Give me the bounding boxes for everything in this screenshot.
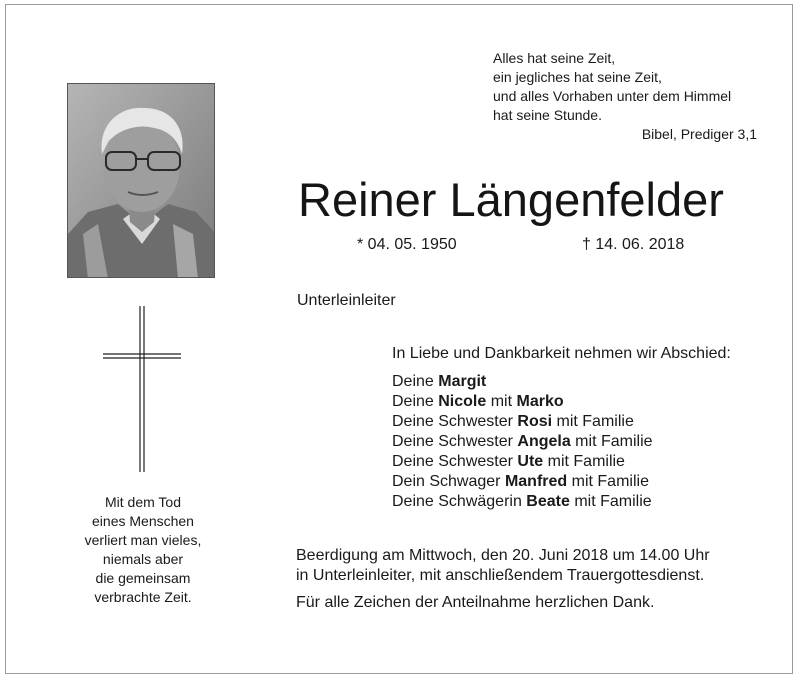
quote-line: und alles Vorhaben unter dem Himmel <box>493 88 732 104</box>
left-verse <box>70 493 216 607</box>
mourner-line <box>392 432 653 452</box>
mourner-relation: Deine Schwägerin <box>392 493 527 510</box>
hometown: Unterleinleiter <box>297 292 396 309</box>
verse-line: Mit dem Tod <box>105 494 181 510</box>
mourner-name: Beate <box>526 493 570 510</box>
verse-line: verbrachte Zeit. <box>94 589 192 605</box>
mourner-name: Margit <box>438 373 487 390</box>
mourner-relation: Dein Schwager <box>392 473 505 490</box>
portrait-photo <box>67 83 215 278</box>
verse-line: eines Menschen <box>92 513 194 529</box>
mourner-relation: Deine Schwester <box>392 433 518 450</box>
funeral-line: Beerdigung am Mittwoch, den 20. Juni 2018 um 14.00 Uhr <box>296 547 710 564</box>
mourner-suffix: mit Familie <box>543 453 625 470</box>
farewell-line: In Liebe und Dankbarkeit nehmen wir Abschied: <box>392 345 731 362</box>
mourner-suffix: mit <box>486 393 517 410</box>
cross-icon <box>103 306 181 472</box>
mourner-name: Nicole <box>438 393 487 410</box>
deceased-name: Reiner Längenfelder <box>298 173 724 226</box>
mourner-suffix: mit Familie <box>569 493 652 510</box>
verse-line: verliert man vieles, <box>84 532 202 548</box>
mourner-line <box>392 492 653 512</box>
mourner-suffix: mit Familie <box>552 413 634 430</box>
portrait-image <box>68 84 215 278</box>
quote-source: Bibel, Prediger 3,1 <box>641 126 757 142</box>
mourner-suffix: mit Familie <box>570 433 653 450</box>
bible-quote <box>493 49 773 125</box>
mourner-relation: Deine Schwester <box>392 413 518 430</box>
mourner-name: Rosi <box>517 413 553 430</box>
mourner-line <box>392 472 653 492</box>
funeral-info <box>296 546 710 586</box>
mourner-line <box>392 392 653 412</box>
mourner-name: Marko <box>516 393 564 410</box>
mourner-line <box>392 372 653 392</box>
death-date: † 14. 06. 2018 <box>582 236 685 253</box>
closing-thanks: Für alle Zeichen der Anteilnahme herzlichen Dank. <box>296 594 655 611</box>
verse-line: niemals aber <box>102 551 184 567</box>
mourner-relation: Deine <box>392 393 439 410</box>
mourner-name: Manfred <box>504 473 568 490</box>
mourner-relation: Deine Schwester <box>392 453 518 470</box>
mourner-line <box>392 452 653 472</box>
mourners-list <box>392 372 653 512</box>
quote-line: hat seine Stunde. <box>493 107 602 123</box>
mourner-name: Ute <box>517 453 544 470</box>
mourner-name: Angela <box>517 433 571 450</box>
mourner-suffix: mit Familie <box>567 473 649 490</box>
quote-line: ein jegliches hat seine Zeit, <box>493 69 662 85</box>
mourner-relation: Deine <box>392 373 439 390</box>
funeral-line: in Unterleinleiter, mit anschließendem Trauergottesdienst. <box>296 567 705 584</box>
quote-line: Alles hat seine Zeit, <box>493 50 616 66</box>
birth-date: * 04. 05. 1950 <box>357 236 457 253</box>
verse-line: die gemeinsam <box>95 570 191 586</box>
mourner-line <box>392 412 653 432</box>
